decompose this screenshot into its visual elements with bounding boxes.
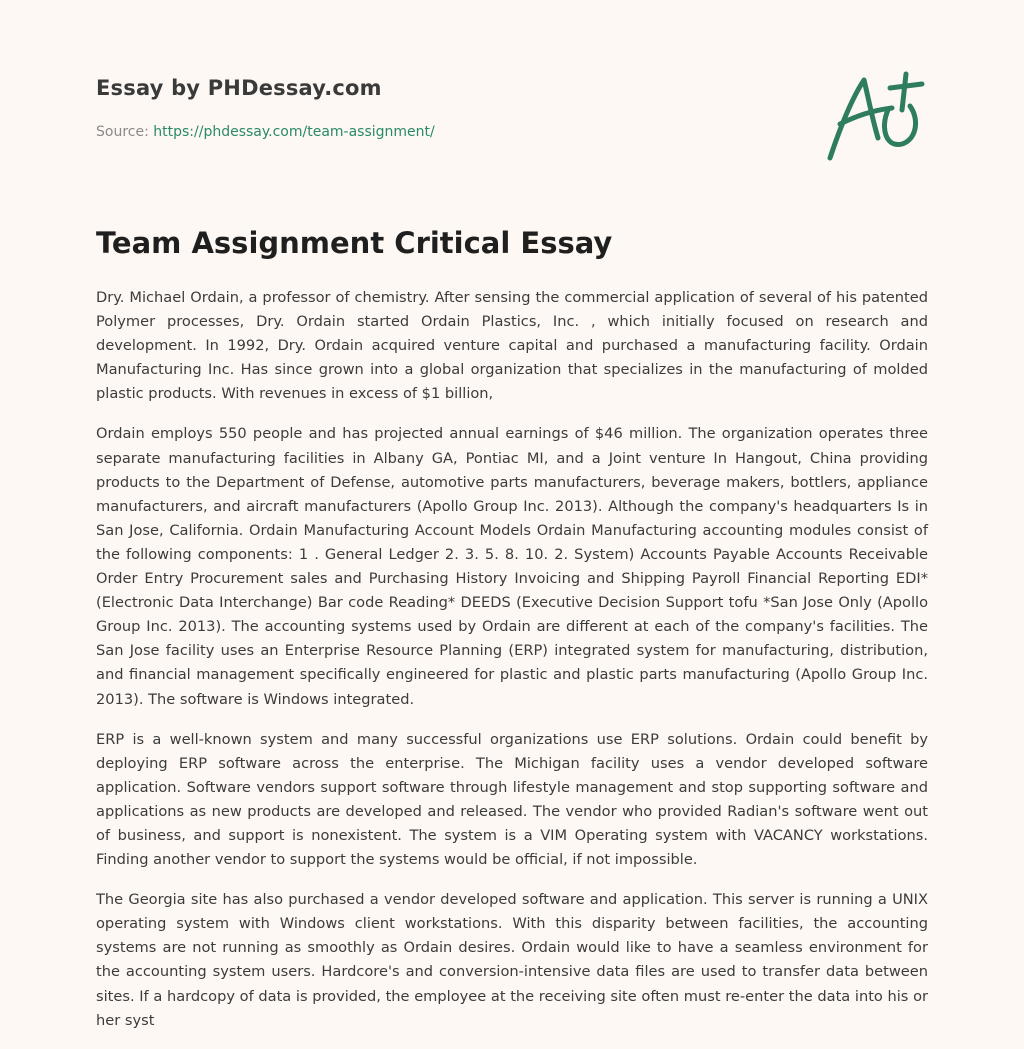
essay-body [96,286,928,1049]
site-title: Essay by PHDessay.com [96,76,382,100]
essay-paragraph: The Georgia site has also purchased a vendor developed software and application. This server is running a UNIX operating system with Windows client workstations. With this disparity between facilities, the accounting systems are not running as smoothly as Ordain desires. Ordain would like to have a seamless environment for the accounting system users. Hardcore's and conversion-intensive data files are used to transfer data between sites. If a hardcopy of data is provided, the employee at the receiving site often must re-enter the data into his or her syst [96,891,928,1029]
essay-paragraph: Ordain employs 550 people and has projected annual earnings of $46 million. The organization operates three separate manufacturing facilities in Albany GA, Pontiac MI, and a Joint venture In Hangout, China providing products to the Department of Defense, automotive parts manufacturers, beverage makers, bottlers, appliance manufacturers, and aircraft manufacturers (Apollo Group Inc. 2013). Although the company's headquarters Is in San Jose, California. Ordain Manufacturing Account Models Ordain Manufacturing accounting modules consist of the following components: 1 . General Ledger 2. 3. 5. 8. 10. 2. System) Accounts Payable Accounts Receivable Order Entry Procurement sales and Purchasing History Invoicing and Shipping Payroll Financial Reporting EDI* (Electronic Data Interchange) Bar code Reading* DEEDS (Executive Decision Support tofu *San Jose Only (Apollo Group Inc. 2013). The accounting systems used by Ordain are different at each of the company's facilities. The San Jose facility uses an Enterprise Resource Planning (ERP) integrated system for manufacturing, distribution, and financial management specifically engineered for plastic and plastic parts manufacturing (Apollo Group Inc. 2013). The software is Windows integrated. [96,425,928,708]
a-plus-logo-icon [824,66,928,166]
essay-title: Team Assignment Critical Essay [96,226,613,260]
essay-paragraph: Dry. Michael Ordain, a professor of chemistry. After sensing the commercial application of several of his patented Polymer processes, Dry. Ordain started Ordain Plastics, Inc. , which initially focused on research and development. In 1992, Dry. Ordain acquired venture capital and purchased a manufacturing facility. Ordain Manufacturing Inc. Has since grown into a global organization that specializes in the manufacturing of molded plastic products. With revenues in excess of $1 billion, [96,289,928,403]
source-line [96,124,435,140]
source-link[interactable]: https://phdessay.com/team-assignment/ [153,124,435,140]
source-label: Source: [96,124,154,140]
essay-paragraph: ERP is a well-known system and many successful organizations use ERP solutions. Ordain could benefit by deploying ERP software across the enterprise. The Michigan facility uses a vendor developed software application. Software vendors support software through lifestyle management and stop supporting software and applications as new products are developed and released. The vendor who provided Radian's software went out of business, and support is nonexistent. The system is a VIM Operating system with VACANCY workstations. Finding another vendor to support the systems would be official, if not impossible. [96,730,928,869]
